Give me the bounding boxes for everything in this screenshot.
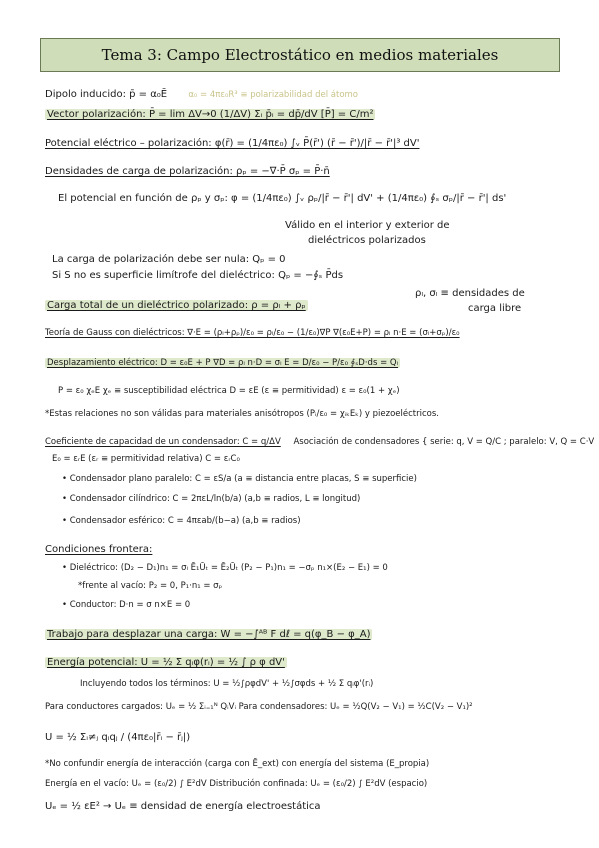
line-densidades-libre-2: carga libre [468,303,522,314]
line-energia-potencial: Energía potencial: U = ½ Σ qᵢφ(rᵢ) = ½ ∫ ρ φ dV' [47,657,285,668]
line-energia-vacio: Energía en el vacío: Uₑ = (ε₀/2) ∫ E²dV Distribución confinada: Uₑ = (ε₀/2) ∫ E²dV (espacio) [45,779,428,789]
line-densidades: Densidades de carga de polarización: ρₚ = −∇·P̄ σₚ = P̄·n̄ [45,166,330,177]
line-dipolo: Dipolo inducido: p̄ = α₀Ē α₀ = 4πε₀R³ ≡ polarizabilidad del átomo [45,89,359,100]
title-banner [40,38,560,72]
line-carga-nula: La carga de polarización debe ser nula: Qₚ = 0 [52,254,286,265]
line-frente-vacio: *frente al vacío: P₂ = 0, P₁·n₁ = σₚ [78,581,223,591]
line-conductor: • Conductor: D·n = σ n×E = 0 [62,600,191,610]
line-desplazamiento: Desplazamiento eléctrico: D = ε₀E + P ∇D = ρₗ n·D = σₗ E = D/ε₀ − P/ε₀ ∮ₛD·ds = Qₗ [47,358,399,368]
line-incluyendo: Incluyendo todos los términos: U = ½∫ρφdV' + ½∫σφds + ½ Σ qᵢφ'(rᵢ) [80,679,374,689]
line-gauss: Teoría de Gauss con dieléctricos: ∇·E = (ρₗ+ρₚ)/ε₀ = ρₗ/ε₀ − (1/ε₀)∇P ∇(ε₀E+P) = ρₗ n·E = (σₗ+σₚ)/ε₀ [45,328,460,338]
line-dielectrico: • Dieléctrico: (D₂ − D₁)n₁ = σₗ Ē₁Ūₜ = Ē₂Ūₜ (P₂ − P₁)n₁ = −σₚ n₁×(E₂ − E₁) = 0 [62,563,388,573]
line-valido-1: Válido en el interior y exterior de [285,220,450,231]
line-condiciones-frontera: Condiciones frontera: [45,544,153,555]
line-densidad-energia: Uₑ = ½ εE² → Uₑ ≡ densidad de energía electroestática [45,801,321,812]
line-vector-polarizacion: Vector polarización: P̄ = lim ΔV→0 (1/ΔV) Σᵢ p̄ᵢ = dp̄/dV [P̄] = C/m² [47,109,374,120]
line-valido-2: dieléctricos polarizados [308,235,426,246]
line-carga-total: Carga total de un dieléctrico polarizado: ρ = ρₗ + ρₚ [47,300,306,311]
line-potencial: Potencial eléctrico – polarización: φ(r̄) = (1/4πε₀) ∫ᵥ P̄(r̄') (r̄ − r̄')/|r̄ − r̄'|³ dV' [45,138,420,149]
line-energia-pares: U = ½ Σᵢ≠ⱼ qᵢqⱼ / (4πε₀|r̄ᵢ − r̄ⱼ|) [45,732,191,743]
line-trabajo: Trabajo para desplazar una carga: W = −∫ᴬᴮ F dℓ = q(φ_B − φ_A) [47,629,371,640]
line-condensador-esferico: • Condensador esférico: C = 4πεab/(b−a) (a,b ≡ radios) [62,516,301,526]
line-condensador-plano: • Condensador plano paralelo: C = εS/a (a ≡ distancia entre placas, S ≡ superficie) [62,474,417,484]
note-asociacion: Asociación de condensadores { serie: q, V = Q/C ; paralelo: V, Q = C·V [293,437,595,447]
line-potencial-funcion: El potencial en función de ρₚ y σₚ: φ = (1/4πε₀) ∫ᵥ ρₚ/|r̄ − r̄'| dV' + (1/4πε₀) ∮ₛ σₚ/|r̄ − r̄'| ds' [58,193,507,204]
line-densidades-libre-1: ρₗ, σₗ ≡ densidades de [415,288,525,299]
note-polarizabilidad: α₀ = 4πε₀R³ ≡ polarizabilidad del átomo [188,90,359,100]
line-conductores-cargados: Para conductores cargados: Uₑ = ½ Σᵢ₌₁ᴺ QᵢVᵢ Para condensadores: Uₑ = ½Q(V₂ − V₁) = ½C(V₂ − V₁)² [45,702,473,712]
line-susceptibilidad: P = ε₀ χₑE χₑ ≡ susceptibilidad eléctrica D = εE (ε ≡ permitividad) ε = ε₀(1 + χₑ) [58,386,400,396]
line-capacidad: Coeficiente de capacidad de un condensador: C = q/ΔV Asociación de condensadores { serie: q, V = Q/C ; paralelo: V, Q = C·V [45,437,595,447]
line-condensador-cilindrico: • Condensador cilíndrico: C = 2πεL/ln(b/a) (a,b ≡ radios, L ≡ longitud) [62,494,361,504]
line-no-confundir: *No confundir energía de interacción (carga con Ē_ext) con energía del sistema (E_propia) [45,759,430,769]
line-permitividad-relativa: E₀ = εᵣE (εᵣ ≡ permitividad relativa) C = εᵣC₀ [52,454,240,464]
line-anisotropos: *Estas relaciones no son válidas para materiales anisótropos (Pᵢ/ε₀ = χᵢₖEₖ) y piezoeléctricos. [45,409,439,419]
page-title: Tema 3: Campo Electrostático en medios materiales [101,46,499,64]
line-superficie: Si S no es superficie limítrofe del dieléctrico: Qₚ = −∮ₛ P̄ds [52,270,344,281]
